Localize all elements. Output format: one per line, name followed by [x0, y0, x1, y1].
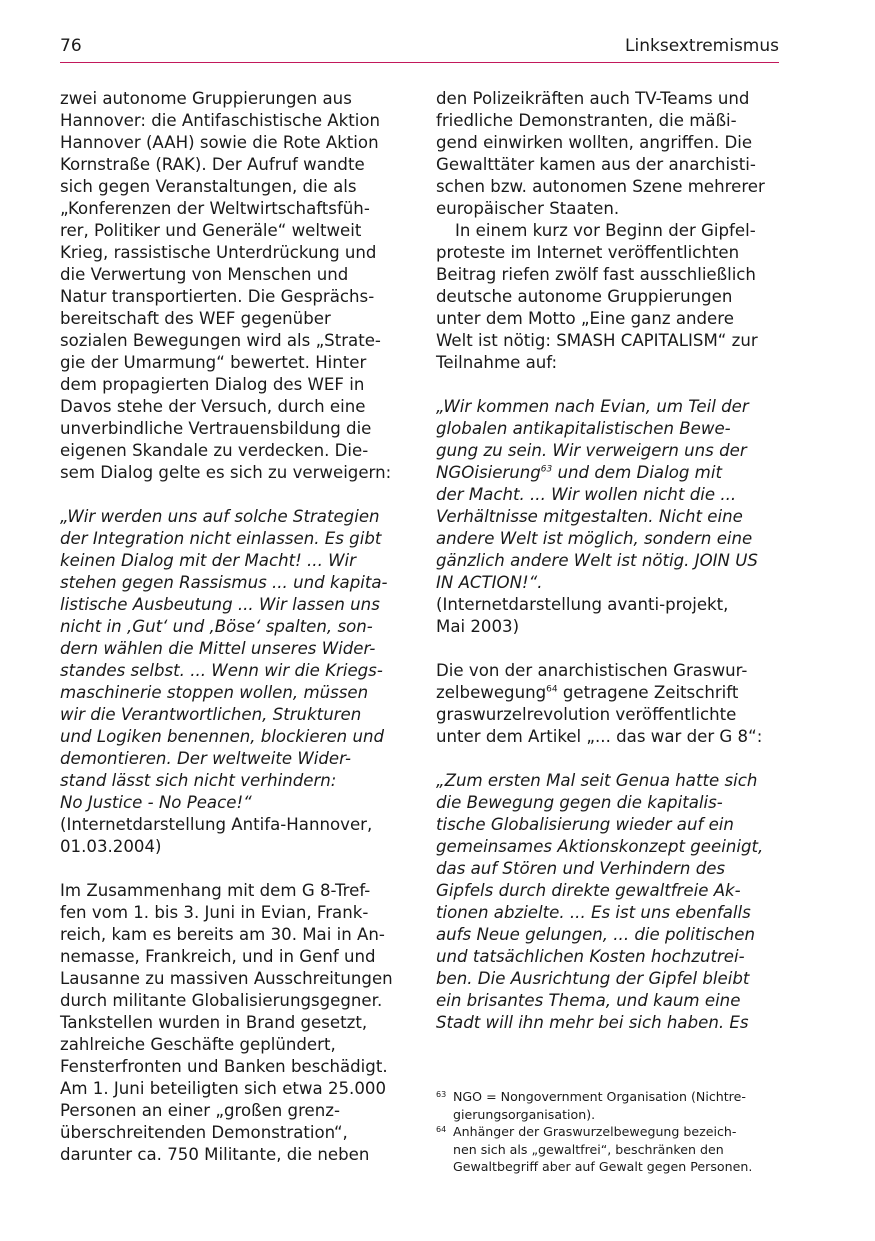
text-line: listische Ausbeutung ... Wir lassen uns [60, 595, 380, 614]
paragraph-gap [436, 374, 781, 396]
text-line: unverbindliche Vertrauensbildung die [60, 419, 372, 438]
text-line: bereitschaft des WEF gegenüber [60, 309, 331, 328]
footnote-line: Gewaltbegriff aber auf Gewalt gegen Personen. [436, 1158, 781, 1176]
text-line: dem propagierten Dialog des WEF in [60, 375, 365, 394]
footnote-ref[interactable]: 64 [546, 684, 558, 695]
text-line: stehen gegen Rassismus ... und kapita- [60, 573, 388, 592]
paragraph-gap [60, 858, 405, 880]
text-line: No Justice - No Peace!“ [60, 793, 252, 812]
text-line: dern wählen die Mittel unseres Wider- [60, 639, 376, 658]
text-line: und Logiken benennen, blockieren und [60, 727, 385, 746]
footnote-number: 63 [436, 1090, 447, 1099]
paragraph-gap [436, 748, 781, 770]
text-line: Beitrag riefen zwölf fast ausschließlich [436, 265, 756, 284]
header-rule [60, 62, 779, 63]
text-line: „Wir kommen nach Evian, um Teil der [436, 397, 749, 416]
text-line: Im Zusammenhang mit dem G 8-Tref- [60, 881, 371, 900]
text-line: rer, Politiker und Generäle“ weltweit [60, 221, 362, 240]
footnote-line: nen sich als „gewaltfrei“, beschränken den [436, 1141, 781, 1159]
text-line: Stadt will ihn mehr bei sich haben. Es [436, 1013, 749, 1032]
text-line: andere Welt ist möglich, sondern eine [436, 529, 753, 548]
text-line: und tatsächlichen Kosten hochzutrei- [436, 947, 745, 966]
footnotes [436, 1088, 781, 1176]
text-line: schen bzw. autonomen Szene mehrerer [436, 177, 765, 196]
text-line: zelbewegung$^{64}$ getragene Zeitschrift [436, 683, 739, 702]
text-line: globalen antikapitalistischen Bewe- [436, 419, 731, 438]
footnote-number [436, 1106, 453, 1124]
section-title: Linksextremismus [625, 36, 779, 56]
paragraph-gap [60, 484, 405, 506]
text-line: Kornstraße (RAK). Der Aufruf wandte [60, 155, 365, 174]
text-line: maschinerie stoppen wollen, müssen [60, 683, 369, 702]
right-column [436, 88, 781, 1034]
text-line: IN ACTION!“. [436, 573, 543, 592]
text-line: (Internetdarstellung Antifa-Hannover, [60, 815, 373, 834]
text-line: proteste im Internet veröffentlichten [436, 243, 740, 262]
text-line: zwei autonome Gruppierungen aus [60, 89, 352, 108]
text-line: gemeinsames Aktionskonzept geeinigt, [436, 837, 764, 856]
text-line: gend einwirken wollten, angriffen. Die [436, 133, 753, 152]
text-line: nicht in ‚Gut‘ und ‚Böse‘ spalten, son- [60, 617, 373, 636]
text-line: 01.03.2004) [60, 837, 162, 856]
text-line: wir die Verantwortlichen, Strukturen [60, 705, 362, 724]
text-line: der Macht. ... Wir wollen nicht die ... [436, 485, 737, 504]
text-line: gänzlich andere Welt ist nötig. JOIN US [436, 551, 758, 570]
text-line: NGOisierung$^{63}$ und dem Dialog mit [436, 463, 722, 482]
text-line: Natur transportierten. Die Gesprächs- [60, 287, 375, 306]
text-line: ein brisantes Thema, und kaum eine [436, 991, 741, 1010]
footnote-number [436, 1141, 453, 1159]
text-line: aufs Neue gelungen, ... die politischen [436, 925, 756, 944]
text-line: europäischer Staaten. [436, 199, 620, 218]
text-line: sem Dialog gelte es sich zu verweigern: [60, 463, 392, 482]
footnote-number: 64 [436, 1125, 447, 1134]
footnote-line: 63 NGO = Nongovernment Organisation (Nichtre- [436, 1089, 746, 1104]
paragraph-gap [436, 638, 781, 660]
text-line: ben. Die Ausrichtung der Gipfel bleibt [436, 969, 750, 988]
text-line: friedliche Demonstranten, die mäßi- [436, 111, 737, 130]
text-line: Lausanne zu massiven Ausschreitungen [60, 969, 393, 988]
text-line: Mai 2003) [436, 617, 520, 636]
text-line: gie der Umarmung“ bewertet. Hinter [60, 353, 367, 372]
text-line: darunter ca. 750 Militante, die neben [60, 1145, 370, 1164]
text-line: Davos stehe der Versuch, durch eine [60, 397, 366, 416]
text-line: Krieg, rassistische Unterdrückung und [60, 243, 377, 262]
text-line: Gewalttäter kamen aus der anarchisti- [436, 155, 756, 174]
page-number: 76 [60, 36, 82, 56]
text-line: stand lässt sich nicht verhindern: [60, 771, 337, 790]
text-line: Hannover: die Antifaschistische Aktion [60, 111, 381, 130]
text-line: Personen an einer „großen grenz- [60, 1101, 340, 1120]
footnote-line: gierungsorganisation). [436, 1106, 781, 1124]
text-line: „Konferenzen der Weltwirtschaftsfüh- [60, 199, 370, 218]
text-line: der Integration nicht einlassen. Es gibt [60, 529, 382, 548]
text-line: überschreitenden Demonstration“, [60, 1123, 348, 1142]
text-line: „Wir werden uns auf solche Strategien [60, 507, 380, 526]
text-line: tische Globalisierung wieder auf ein [436, 815, 734, 834]
text-line: Hannover (AAH) sowie die Rote Aktion [60, 133, 379, 152]
text-line: graswurzelrevolution veröffentlichte [436, 705, 737, 724]
footnote-number [436, 1158, 453, 1176]
text-line: Welt ist nötig: SMASH CAPITALISM“ zur [436, 331, 758, 350]
text-line: sich gegen Veranstaltungen, die als [60, 177, 357, 196]
text-line: unter dem Motto „Eine ganz andere [436, 309, 734, 328]
text-line: reich, kam es bereits am 30. Mai in An- [60, 925, 385, 944]
text-line: Gipfels durch direkte gewaltfreie Ak- [436, 881, 741, 900]
text-line: „Zum ersten Mal seit Genua hatte sich [436, 771, 758, 790]
text-line: keinen Dialog mit der Macht! ... Wir [60, 551, 356, 570]
text-line: nemasse, Frankreich, und in Genf und [60, 947, 376, 966]
text-line: Teilnahme auf: [436, 353, 558, 372]
text-line: zahlreiche Geschäfte geplündert, [60, 1035, 336, 1054]
text-line: deutsche autonome Gruppierungen [436, 287, 733, 306]
text-line: gung zu sein. Wir verweigern uns der [436, 441, 747, 460]
text-line: demontieren. Der weltweite Wider- [60, 749, 352, 768]
footnote-line: 64 Anhänger der Graswurzelbewegung bezeich- [436, 1124, 737, 1139]
text-line: das auf Stören und Verhindern des [436, 859, 726, 878]
text-line: Fensterfronten und Banken beschädigt. [60, 1057, 388, 1076]
text-line: eigenen Skandale zu verdecken. Die- [60, 441, 369, 460]
text-line: Die von der anarchistischen Graswur- [436, 661, 748, 680]
left-column [60, 88, 405, 1166]
text-line: Verhältnisse mitgestalten. Nicht eine [436, 507, 743, 526]
text-line: die Verwertung von Menschen und [60, 265, 349, 284]
text-line: (Internetdarstellung avanti-projekt, [436, 595, 729, 614]
text-line: In einem kurz vor Beginn der Gipfel- [455, 221, 756, 240]
footnote-ref[interactable]: 63 [540, 464, 553, 475]
text-line: fen vom 1. bis 3. Juni in Evian, Frank- [60, 903, 369, 922]
text-line: tionen abzielte. ... Es ist uns ebenfalls [436, 903, 751, 922]
text-line: standes selbst. ... Wenn wir die Kriegs- [60, 661, 383, 680]
text-line: Am 1. Juni beteiligten sich etwa 25.000 [60, 1079, 387, 1098]
text-line: den Polizeikräften auch TV-Teams und [436, 89, 750, 108]
text-line: unter dem Artikel „... das war der G 8“: [436, 727, 763, 746]
text-line: Tankstellen wurden in Brand gesetzt, [60, 1013, 368, 1032]
text-line: durch militante Globalisierungsgegner. [60, 991, 383, 1010]
text-line: die Bewegung gegen die kapitalis- [436, 793, 723, 812]
text-line: sozialen Bewegungen wird als „Strate- [60, 331, 381, 350]
